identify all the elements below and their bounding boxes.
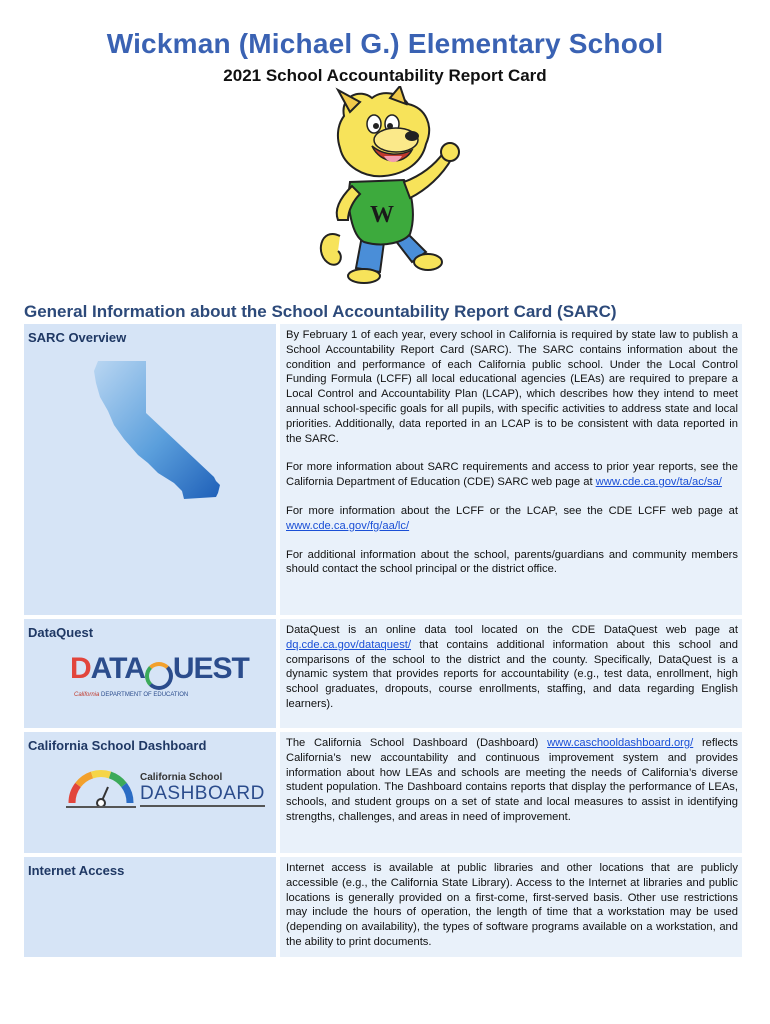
dataquest-logo [70,654,272,698]
report-title: 2021 School Accountability Report Card [223,66,547,85]
lcff-link-intro: For more information about the LCFF or the LCAP, see the CDE LCFF web page at [286,504,738,517]
logo-text: UEST [172,652,249,685]
row-label-cell [24,324,280,619]
california-map-icon [92,359,252,509]
gauge-icon [64,763,138,809]
dashboard-body: reflects California’s new accountability and continuous improvement system and provides information about how LEAs and schools are meeting the needs of California’s diverse student population. The Dashboard contains reports that display the performance of LEAs, schools, and student groups on a set of state and local measures to assist in identifying strengths, challenges, and areas in need of improvement. [286,737,738,823]
info-table [24,324,746,961]
sarc-paragraph: For additional information about the school, parents/guardians and community members should contact the school principal or the district office. [286,548,738,576]
dataquest-intro: DataQuest is an online data tool located on the CDE DataQuest web page at [286,624,738,636]
row-text-cell [280,857,742,961]
dataquest-body: that contains additional information about this school and comparisons of the school to the district and the county. Specifically, DataQuest is a dynamic system that provides reports for accountability (e.g., test data, enrollment, high school graduates, dropouts, course enrollments, staffing, and data regarding English learners). [286,638,738,710]
dashboard-web-link[interactable]: www.caschooldashboard.org/ [547,737,694,749]
row-label: DataQuest [28,625,94,640]
dataquest-web-link[interactable]: dq.cde.ca.gov/dataquest/ [286,638,412,651]
sarc-paragraph [286,460,738,490]
row-text-cell [280,619,742,732]
lcff-web-link[interactable]: www.cde.ca.gov/fg/aa/lc/ [286,519,410,532]
dashboard-intro: The California School Dashboard (Dashboard) [286,737,539,749]
mascot-illustration [300,86,470,286]
logo-letter: D [70,652,91,685]
logo-subtitle: DEPARTMENT OF EDUCATION [101,692,189,698]
section-heading: General Information about the School Accountability Report Card (SARC) [24,302,617,321]
table-row [24,619,746,732]
logo-text: ATA [90,652,145,685]
row-label: Internet Access [28,863,125,878]
dashboard-paragraph [286,736,738,825]
sarc-paragraph [286,504,738,534]
logo-script: California [74,692,100,698]
row-label: California School Dashboard [28,738,207,753]
table-row [24,324,746,619]
internet-paragraph: Internet access is available at public libraries and other locations that are publicly accessible (e.g., the California State Library). Access to the Internet at libraries and public locations is generally provided on a first-come, first-served basis. Other use restrictions may include the hours of operation, the length of time that a workstation may be used (depending on availability), the types of software programs available on a workstation, and the ability to print documents. [286,862,738,948]
sarc-web-link[interactable]: www.cde.ca.gov/ta/ac/sa/ [595,476,722,489]
row-text-cell [280,324,742,619]
shirt-letter: W [370,202,394,228]
row-label-cell [24,619,280,732]
table-row [24,857,746,961]
dashboard-logo [64,763,272,809]
row-text-cell [280,732,742,857]
dashboard-logo-line2: DASHBOARD [140,783,265,807]
sarc-link-intro: For more information about SARC requirements and access to prior year reports, see the California Department of Education (CDE) SARC web page at [286,461,738,489]
dashboard-logo-line1: California School [140,772,223,783]
dataquest-paragraph [286,623,738,712]
school-name: Wickman (Michael G.) Elementary School [106,28,664,59]
table-row [24,732,746,857]
row-label-cell [24,857,280,961]
row-label: SARC Overview [28,330,127,345]
magnifier-icon [145,662,173,690]
row-label-cell [24,732,280,857]
sarc-paragraph: By February 1 of each year, every school in California is required by state law to publish a School Accountability Report Card (SARC). The SARC contains information about the condition and performance of each California public school. Under the Local Control Funding Formula (LCFF) all local educational agencies (LEAs) are required to prepare a Local Control and Accountability Plan (LCAP), which describes how they intend to meet annual school-specific goals for all pupils, with specific activities to address state and local priorities. Additionally, data reported in an LCAP is to be consistent with data reported in the SARC. [286,329,738,445]
